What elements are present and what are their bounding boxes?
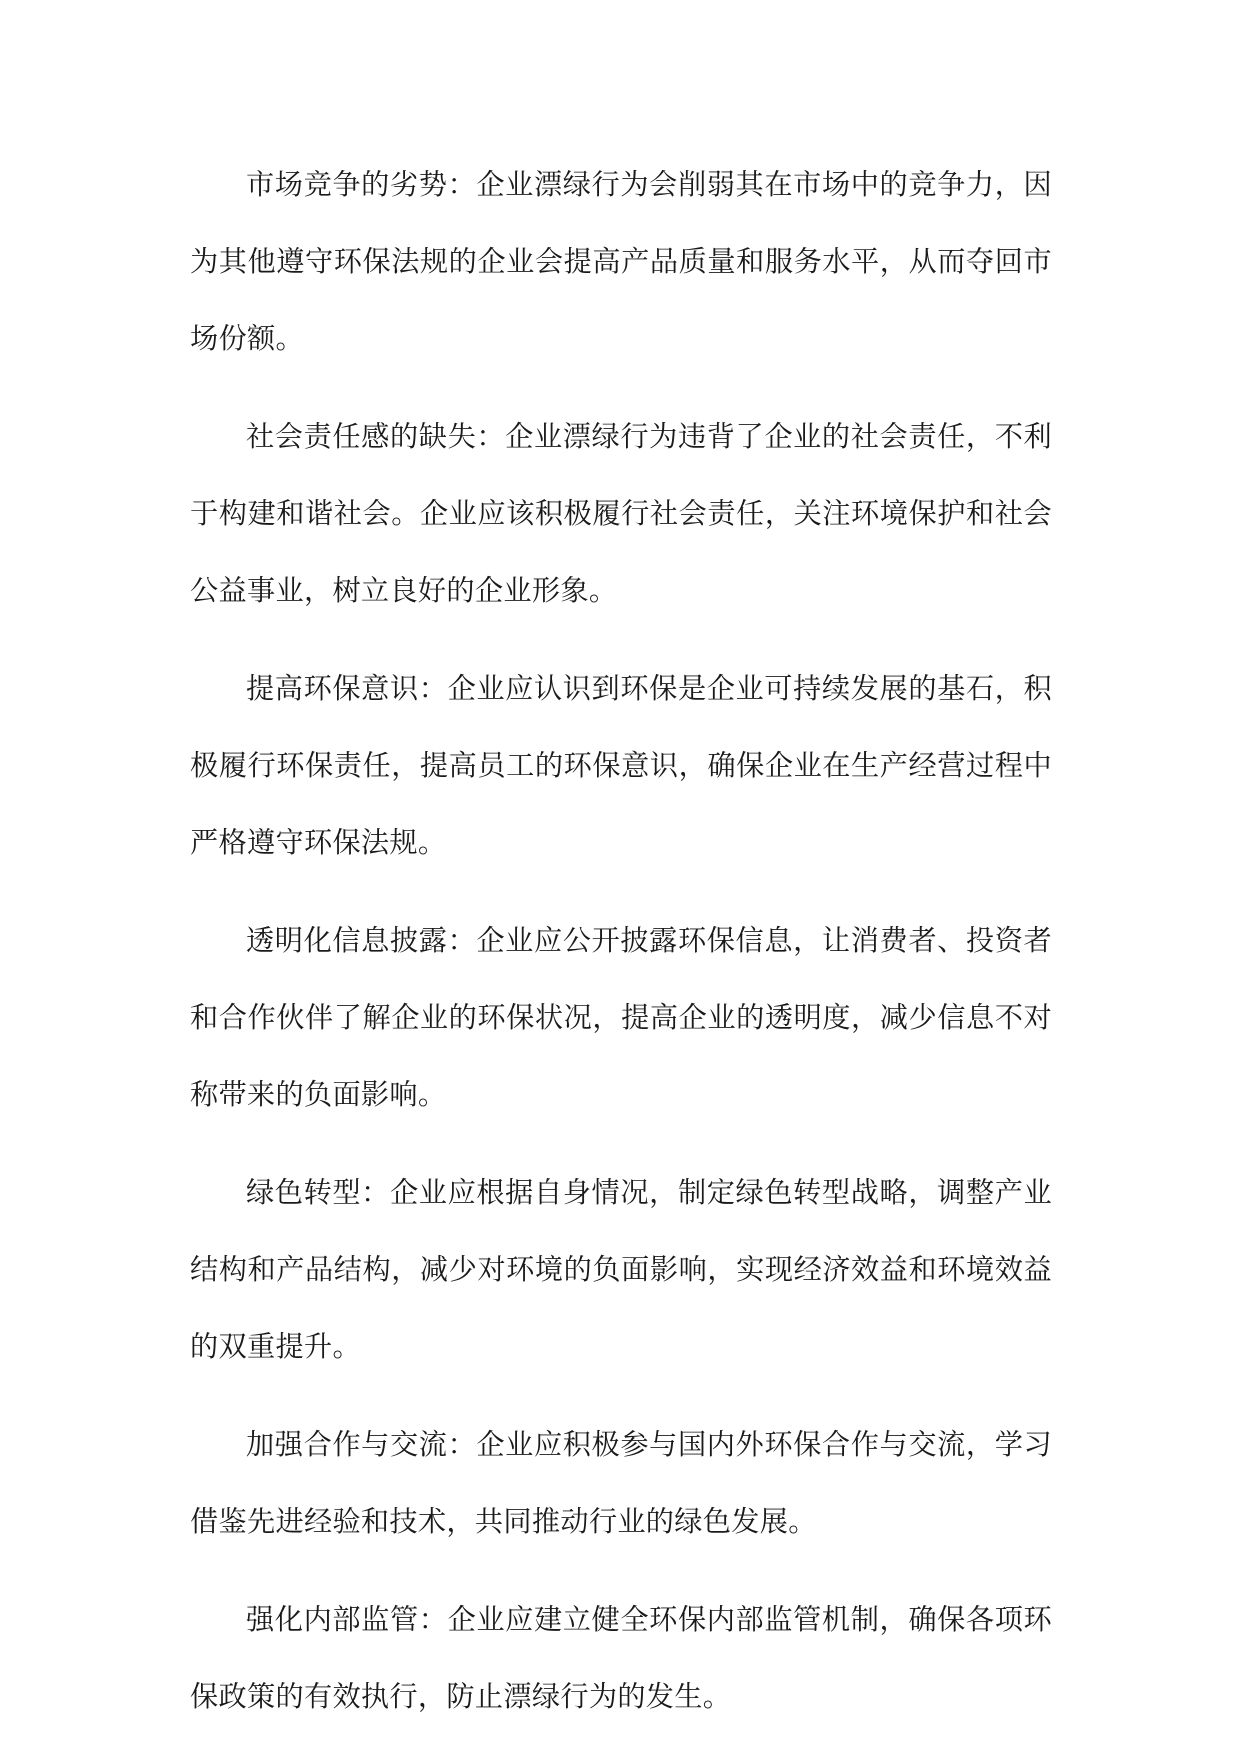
paragraph-green-transformation: 绿色转型：企业应根据自身情况，制定绿色转型战略，调整产业结构和产品结构，减少对环境的负面影响，实现经济效益和环境效益的双重提升。: [190, 1176, 1052, 1363]
paragraph-cooperation-exchange: 加强合作与交流：企业应积极参与国内外环保合作与交流，学习借鉴先进经验和技术，共同推动行业的绿色发展。: [190, 1428, 1052, 1538]
paragraph-market-competition: 市场竞争的劣势：企业漂绿行为会削弱其在市场中的竞争力，因为其他遵守环保法规的企业会提高产品质量和服务水平，从而夺回市场份额。: [190, 168, 1052, 355]
paragraph-social-responsibility: 社会责任感的缺失：企业漂绿行为违背了企业的社会责任，不利于构建和谐社会。企业应该积极履行社会责任，关注环境保护和社会公益事业，树立良好的企业形象。: [190, 420, 1052, 607]
paragraph-internal-supervision: 强化内部监管：企业应建立健全环保内部监管机制，确保各项环保政策的有效执行，防止漂绿行为的发生。: [190, 1603, 1052, 1713]
document-body: [190, 146, 1052, 1756]
paragraph-environmental-awareness: 提高环保意识：企业应认识到环保是企业可持续发展的基石，积极履行环保责任，提高员工的环保意识，确保企业在生产经营过程中严格遵守环保法规。: [190, 672, 1052, 859]
paragraph-information-disclosure: 透明化信息披露：企业应公开披露环保信息，让消费者、投资者和合作伙伴了解企业的环保状况，提高企业的透明度，减少信息不对称带来的负面影响。: [190, 924, 1052, 1111]
